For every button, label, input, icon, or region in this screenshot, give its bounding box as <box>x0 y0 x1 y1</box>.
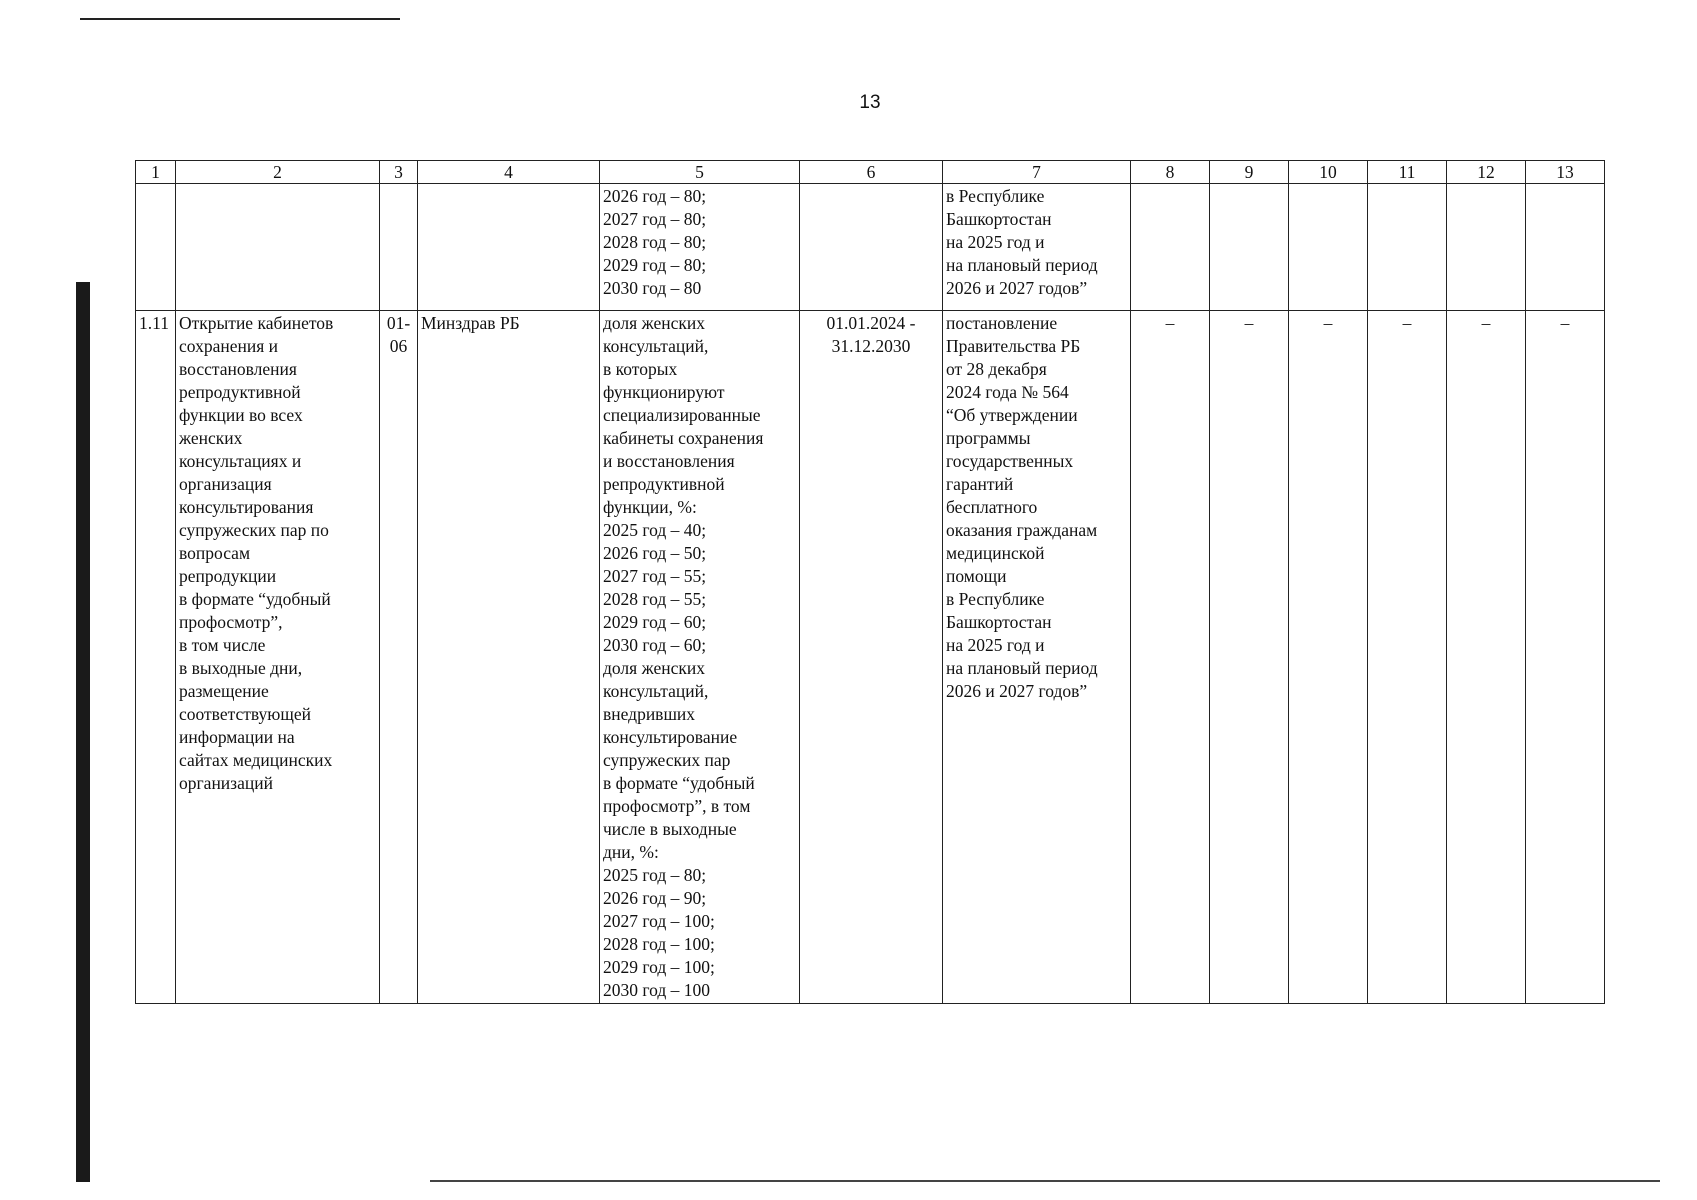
text-line: функции, %: <box>603 497 697 517</box>
column-header: 8 <box>1131 161 1210 184</box>
table-cell <box>1447 184 1526 311</box>
column-header: 5 <box>600 161 800 184</box>
text-line: 2025 год – 40; <box>603 520 707 540</box>
table-cell <box>136 184 176 311</box>
activity-name-cell <box>176 311 380 1004</box>
legal-basis-text <box>946 312 1127 703</box>
column-header: 12 <box>1447 161 1526 184</box>
text-line: консультациях и <box>179 451 302 471</box>
column-header: 1 <box>136 161 176 184</box>
column-header: 4 <box>418 161 600 184</box>
scan-top-edge-line <box>80 18 400 20</box>
text-line: на плановый период <box>946 658 1098 678</box>
column-header: 11 <box>1368 161 1447 184</box>
column-header: 7 <box>943 161 1131 184</box>
text-line: 2030 год – 100 <box>603 980 711 1000</box>
text-line: репродукции <box>179 566 277 586</box>
table-cell <box>1289 184 1368 311</box>
dash-cell: – <box>1447 311 1526 1004</box>
table-row-1-11 <box>136 311 1605 1004</box>
text-line: и восстановления <box>603 451 735 471</box>
dash-cell: – <box>1131 311 1210 1004</box>
page-number: 13 <box>859 92 881 113</box>
column-header: 9 <box>1210 161 1289 184</box>
text-line: в которых <box>603 359 678 379</box>
indicator-text <box>603 312 796 1002</box>
indicator-cell <box>600 311 800 1004</box>
text-line: кабинеты сохранения <box>603 428 764 448</box>
text-line: в Республике <box>946 186 1045 206</box>
text-line: консультирования <box>179 497 314 517</box>
text-line: 2028 год – 100; <box>603 934 715 954</box>
text-line: организаций <box>179 773 273 793</box>
scan-left-edge-bar <box>76 282 90 1182</box>
text-line: бесплатного <box>946 497 1038 517</box>
text-line: доля женских <box>603 313 705 333</box>
text-line: информации на <box>179 727 295 747</box>
period-text <box>803 312 939 358</box>
text-line: консультирование <box>603 727 738 747</box>
table-cell <box>1131 184 1210 311</box>
text-line: оказания гражданам <box>946 520 1098 540</box>
text-line: Правительства РБ <box>946 336 1081 356</box>
column-header: 2 <box>176 161 380 184</box>
table-cell <box>800 184 943 311</box>
indicator-values-list <box>603 185 796 300</box>
text-line: 2030 год – 60; <box>603 635 707 655</box>
text-line: соответствующей <box>179 704 311 724</box>
text-line: репродуктивной <box>179 382 301 402</box>
text-line: репродуктивной <box>603 474 725 494</box>
text-line: на 2025 год и <box>946 232 1045 252</box>
text-line: государственных <box>946 451 1074 471</box>
text-line: супружеских пар <box>603 750 731 770</box>
text-line: 2029 год – 60; <box>603 612 707 632</box>
text-line: программы <box>946 428 1031 448</box>
dash-cell: – <box>1526 311 1605 1004</box>
text-line: доля женских <box>603 658 705 678</box>
text-line: помощи <box>946 566 1007 586</box>
text-line: на 2025 год и <box>946 635 1045 655</box>
text-line: дни, %: <box>603 842 659 862</box>
text-line: 2027 год – 55; <box>603 566 707 586</box>
text-line: 01- <box>386 313 411 333</box>
legal-basis-cell <box>943 184 1131 311</box>
text-line: функционируют <box>603 382 725 402</box>
text-line: размещение <box>179 681 269 701</box>
text-line: в том числе <box>179 635 266 655</box>
text-line: женских <box>179 428 243 448</box>
header-row <box>136 161 1605 184</box>
indicator-values-cell <box>600 184 800 311</box>
period-cell <box>800 311 943 1004</box>
text-line: 2027 год – 100; <box>603 911 715 931</box>
text-line: 2026 и 2027 годов” <box>946 278 1088 298</box>
text-line: консультаций, <box>603 681 709 701</box>
text-line: сохранения и <box>179 336 279 356</box>
text-line: 2026 год – 80; <box>603 186 707 206</box>
plan-table <box>135 160 1605 1004</box>
table-cell <box>1368 184 1447 311</box>
text-line: 2029 год – 80; <box>603 255 707 275</box>
text-line: функции во всех <box>179 405 303 425</box>
table-cell <box>176 184 380 311</box>
column-header: 10 <box>1289 161 1368 184</box>
text-line: супружеских пар по <box>179 520 329 540</box>
column-header: 3 <box>380 161 418 184</box>
column-header: 6 <box>800 161 943 184</box>
table-cell <box>1210 184 1289 311</box>
legal-basis-text <box>946 185 1127 300</box>
text-line: 2025 год – 80; <box>603 865 707 885</box>
table-cell <box>1526 184 1605 311</box>
text-line: постановление <box>946 313 1058 333</box>
table-cell <box>418 184 600 311</box>
text-line: 2029 год – 100; <box>603 957 715 977</box>
dash-cell: – <box>1368 311 1447 1004</box>
text-line: 2030 год – 80 <box>603 278 702 298</box>
text-line: восстановления <box>179 359 297 379</box>
code-text <box>383 312 414 358</box>
text-line: 2026 и 2027 годов” <box>946 681 1088 701</box>
text-line: профосмотр”, <box>179 612 283 632</box>
text-line: Открытие кабинетов <box>179 313 334 333</box>
text-line: числе в выходные <box>603 819 737 839</box>
text-line: 01.01.2024 - <box>826 313 916 333</box>
text-line: 2026 год – 90; <box>603 888 707 908</box>
column-header: 13 <box>1526 161 1605 184</box>
text-line: сайтах медицинских <box>179 750 333 770</box>
text-line: медицинской <box>946 543 1045 563</box>
text-line: 2027 год – 80; <box>603 209 707 229</box>
text-line: гарантий <box>946 474 1014 494</box>
text-line: 06 <box>389 336 408 356</box>
activity-name-text <box>179 312 376 795</box>
text-line: 2028 год – 55; <box>603 589 707 609</box>
text-line: 2028 год – 80; <box>603 232 707 252</box>
text-line: Башкортостан <box>946 209 1052 229</box>
text-line: специализированные <box>603 405 761 425</box>
text-line: от 28 декабря <box>946 359 1047 379</box>
text-line: 2024 года № 564 <box>946 382 1069 402</box>
text-line: в выходные дни, <box>179 658 303 678</box>
text-line: в Республике <box>946 589 1045 609</box>
text-line: внедривших <box>603 704 696 724</box>
text-line: профосмотр”, в том <box>603 796 751 816</box>
text-line: 2026 год – 50; <box>603 543 707 563</box>
text-line: в формате “удобный <box>179 589 331 609</box>
scan-bottom-edge-line <box>430 1180 1660 1182</box>
dash-cell: – <box>1210 311 1289 1004</box>
responsible-cell: Минздрав РБ <box>418 311 600 1004</box>
dash-cell: – <box>1289 311 1368 1004</box>
item-number-cell: 1.11 <box>136 311 176 1004</box>
text-line: вопросам <box>179 543 251 563</box>
legal-basis-cell <box>943 311 1131 1004</box>
text-line: Башкортостан <box>946 612 1052 632</box>
text-line: на плановый период <box>946 255 1098 275</box>
continuation-row <box>136 184 1605 311</box>
code-cell <box>380 311 418 1004</box>
text-line: в формате “удобный <box>603 773 755 793</box>
text-line: консультаций, <box>603 336 709 356</box>
text-line: организация <box>179 474 272 494</box>
table-cell <box>380 184 418 311</box>
text-line: “Об утверждении <box>946 405 1078 425</box>
text-line: 31.12.2030 <box>831 336 911 356</box>
